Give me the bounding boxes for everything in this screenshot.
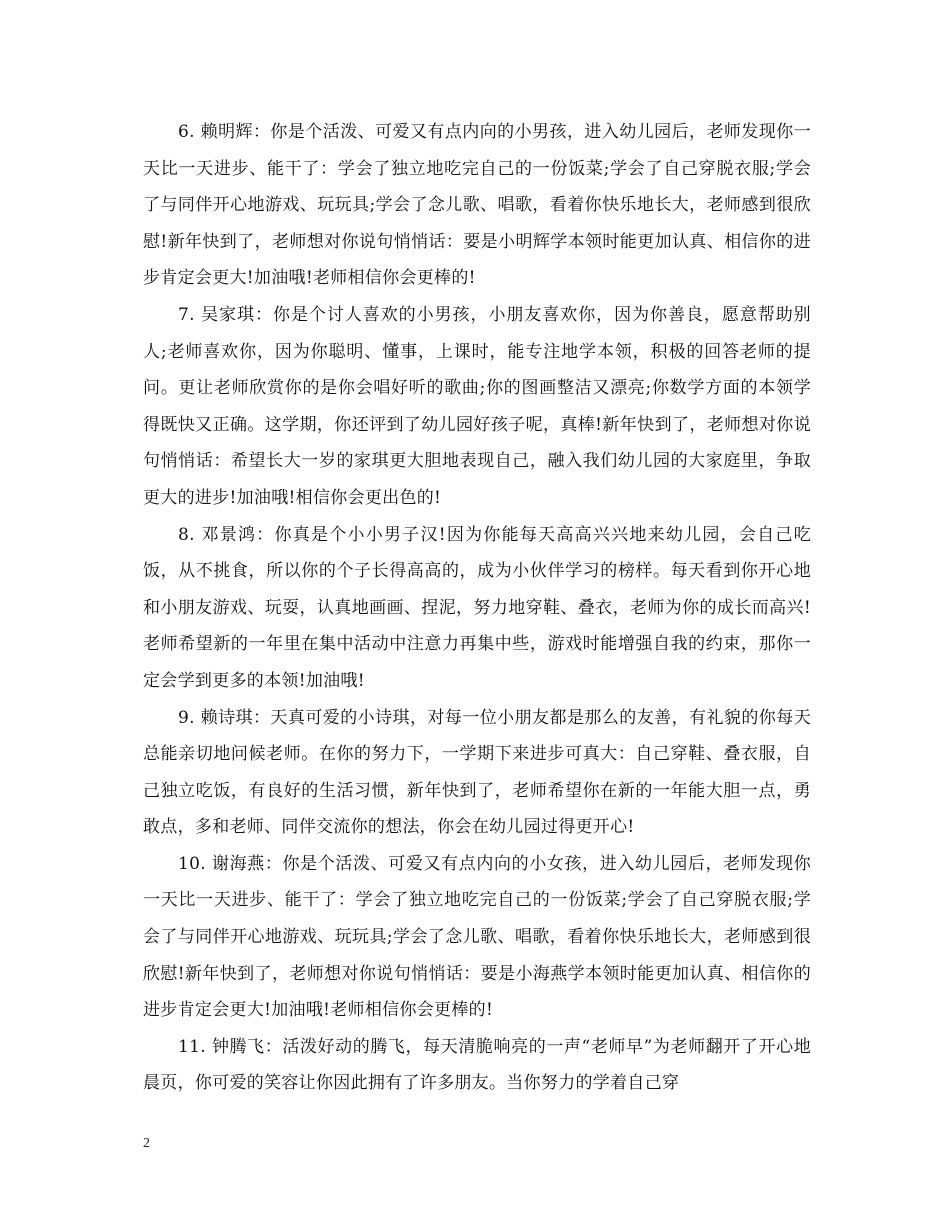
paragraph-7: 7. 吴家琪：你是个讨人喜欢的小男孩，小朋友喜欢你，因为你善良，愿意帮助别人;老师喜欢你，因为你聪明、懂事，上课时，能专注地学本领，积极的回答老师的提问。更让老师欣赏你的是你会唱好听的歌曲;你的图画整洁又漂亮;你数学方面的本领学得既快又正确。这学期，你还评到了幼儿园好孩子呢，真棒!新年快到了，老师想对你说句悄悄话：希望长大一岁的家琪更大胆地表现自己，融入我们幼儿园的大家庭里，争取更大的进步!加油哦!相信你会更出色的! <box>143 304 811 508</box>
paragraph-10: 10. 谢海燕：你是个活泼、可爱又有点内向的小女孩，进入幼儿园后，老师发现你一天比一天进步、能干了：学会了独立地吃完自己的一份饭菜;学会了自己穿脱衣服;学会了与同伴开心地游戏、玩玩具;学会了念儿歌、唱歌，看着你快乐地长大，老师感到很欣慰!新年快到了，老师想对你说句悄悄话：要是小海燕学本领时能更加认真、相信你的进步肯定会更大!加油哦!老师相信你会更棒的! <box>143 853 811 1021</box>
body-text <box>143 114 811 1102</box>
page-number: 2 <box>143 1136 150 1151</box>
paragraph-11: 11. 钟腾飞：活泼好动的腾飞，每天清脆响亮的一声“老师早”为老师翻开了开心地晨页，你可爱的笑容让你因此拥有了许多朋友。当你努力的学着自己穿 <box>143 1036 811 1094</box>
paragraph-8: 8. 邓景鸿：你真是个小小男子汉!因为你能每天高高兴兴地来幼儿园，会自己吃饭，从不挑食，所以你的个子长得高高的，成为小伙伴学习的榜样。每天看到你开心地和小朋友游戏、玩耍，认真地画画、捏泥，努力地穿鞋、叠衣，老师为你的成长而高兴!老师希望新的一年里在集中活动中注意力再集中些，游戏时能增强自我的约束，那你一定会学到更多的本领!加油哦! <box>143 524 811 691</box>
paragraph-6: 6. 赖明辉：你是个活泼、可爱又有点内向的小男孩，进入幼儿园后，老师发现你一天比一天进步、能干了：学会了独立地吃完自己的一份饭菜;学会了自己穿脱衣服;学会了与同伴开心地游戏、玩玩具;学会了念儿歌、唱歌，看着你快乐地长大，老师感到很欣慰!新年快到了，老师想对你说句悄悄话：要是小明辉学本领时能更加认真、相信你的进步肯定会更大!加油哦!老师相信你会更棒的! <box>143 122 811 289</box>
paragraph-9: 9. 赖诗琪：天真可爱的小诗琪，对每一位小朋友都是那么的友善，有礼貌的你每天总能亲切地问候老师。在你的努力下，一学期下来进步可真大：自己穿鞋、叠衣服，自己独立吃饭，有良好的生活习惯，新年快到了，老师希望你在新的一年能大胆一点，勇敢点，多和老师、同伴交流你的想法，你会在幼儿园过得更开心! <box>143 707 811 838</box>
